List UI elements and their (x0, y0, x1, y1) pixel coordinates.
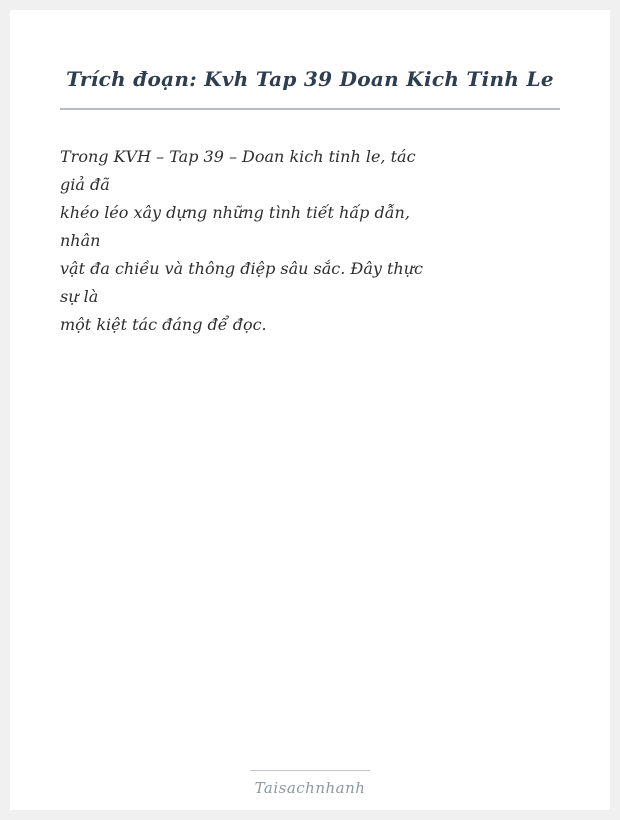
footer-divider (250, 770, 370, 771)
excerpt-line: giả đã (60, 175, 110, 194)
document-page (10, 10, 610, 810)
page-title: Trích đoạn: Kvh Tap 39 Doan Kich Tinh Le (66, 67, 554, 91)
title-divider (60, 108, 560, 110)
excerpt-line: nhân (60, 231, 101, 250)
excerpt-line: khéo léo xây dựng những tình tiết hấp dẫn, (60, 203, 410, 222)
page-footer (10, 770, 610, 800)
page-content (10, 10, 610, 339)
excerpt-line: sự là (60, 287, 99, 306)
footer-brand: Taisachnhanh (254, 779, 366, 797)
excerpt-line: một kiệt tác đáng để đọc. (60, 315, 267, 334)
excerpt-line: Trong KVH – Tap 39 – Doan kich tinh le, tác (60, 147, 416, 166)
excerpt-text (60, 143, 560, 339)
excerpt-line: vật đa chiều và thông điệp sâu sắc. Đây thực (60, 259, 423, 278)
